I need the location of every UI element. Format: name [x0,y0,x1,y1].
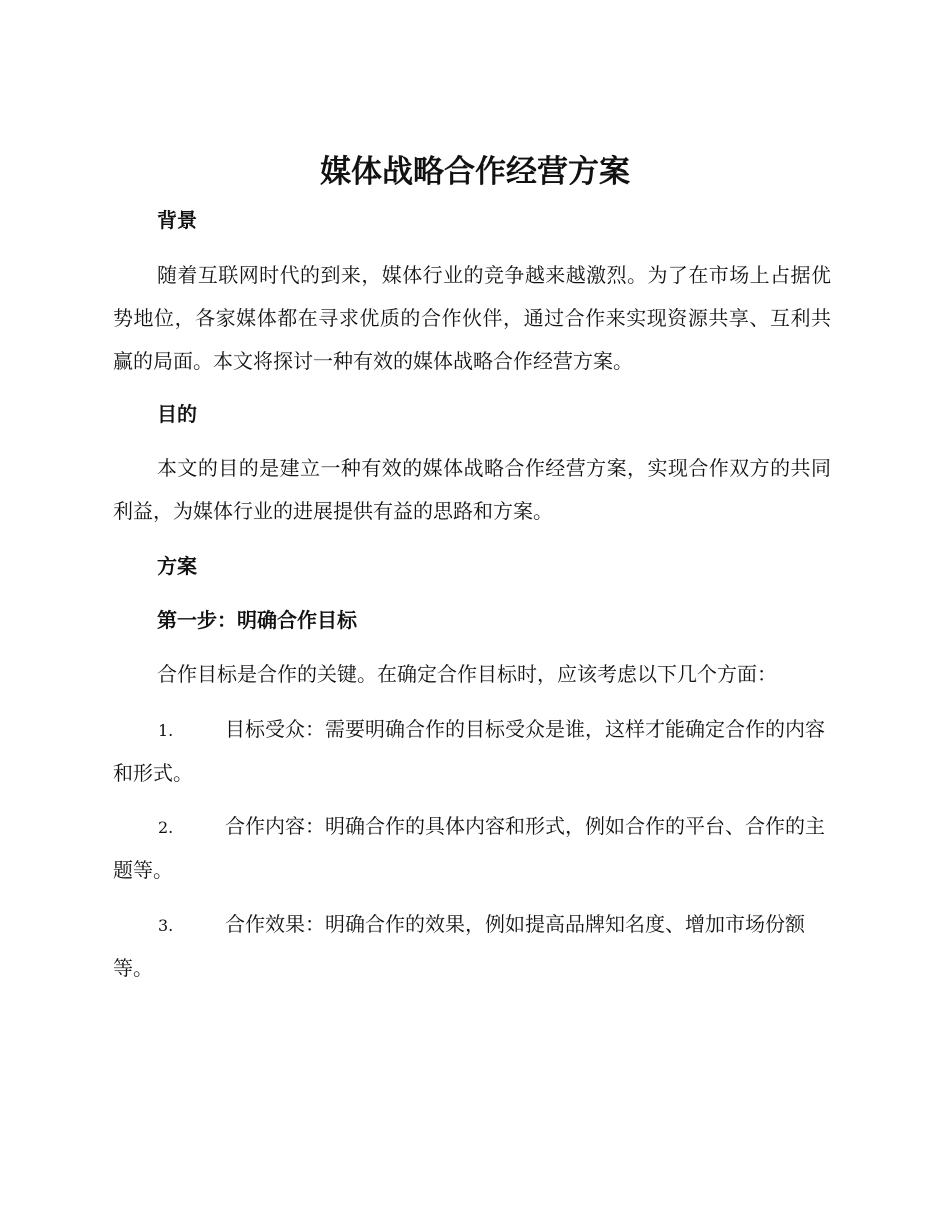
list-item-text: 合作效果：明确合作的效果，例如提高品牌知名度、增加市场份额等。 [113,912,805,980]
list-item [113,805,831,892]
list-item [113,903,831,990]
heading-plan: 方案 [157,554,197,578]
paragraph-step-1-intro: 合作目标是合作的关键。在确定合作目标时，应该考虑以下几个方面： [157,662,777,686]
heading-background: 背景 [157,208,197,232]
paragraph-purpose: 本文的目的是建立一种有效的媒体战略合作经营方案，实现合作双方的共同利益，为媒体行业的进展提供有益的思路和方案。 [113,456,831,523]
paragraph-background: 随着互联网时代的到来，媒体行业的竞争越来越激烈。为了在市场上占据优势地位，各家媒体都在寻求优质的合作伙伴，通过合作来实现资源共享、互利共赢的局面。本文将探讨一种有效的媒体战略合作经营方案。 [113,263,831,373]
list-item-number: 2. [158,818,174,837]
list-item-text: 目标受众：需要明确合作的目标受众是谁，这样才能确定合作的内容和形式。 [113,717,825,785]
heading-step-1: 第一步：明确合作目标 [157,608,357,632]
heading-purpose: 目的 [157,402,197,426]
list-item-number: 3. [158,916,174,935]
document-title: 媒体战略合作经营方案 [320,154,630,190]
list-item-text: 合作内容：明确合作的具体内容和形式，例如合作的平台、合作的主题等。 [113,814,825,882]
list-item-number: 1. [158,721,174,740]
list-item [113,708,831,795]
